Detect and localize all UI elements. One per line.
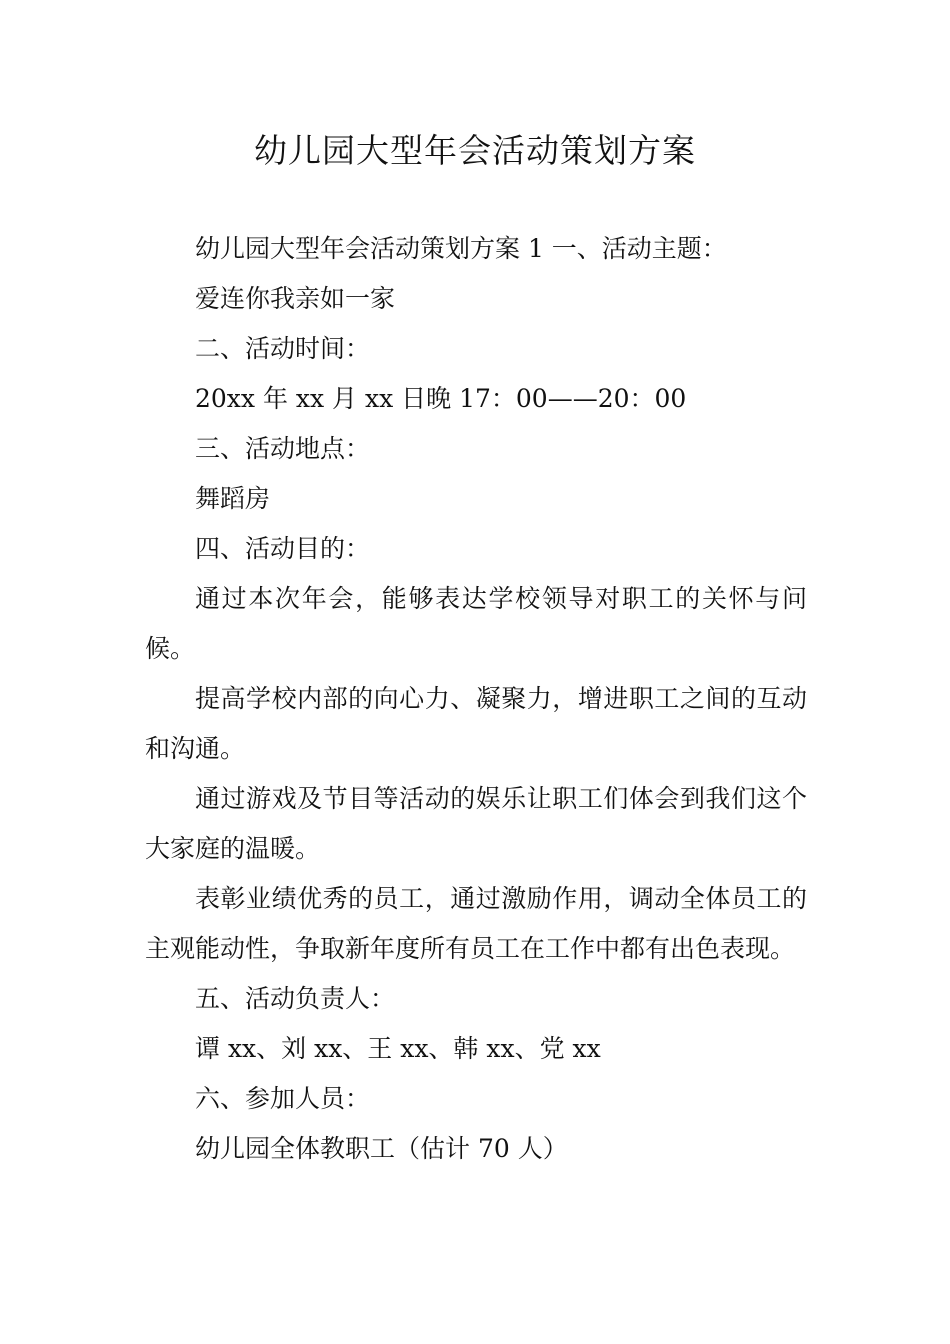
paragraph-purpose-2: 提高学校内部的向心力、凝聚力，增进职工之间的互动和沟通。: [145, 684, 807, 763]
paragraph-purpose-heading: 四、活动目的：: [195, 534, 371, 563]
document-title: 幼儿园大型年会活动策划方案: [254, 131, 696, 170]
paragraph-location: 舞蹈房: [195, 484, 271, 513]
paragraph-location-heading: 三、活动地点：: [195, 434, 371, 463]
paragraph-purpose-4: 表彰业绩优秀的员工，通过激励作用，调动全体员工的主观能动性，争取新年度所有员工在工作中都有出色表现。: [145, 884, 807, 963]
paragraph-theme-heading: 幼儿园大型年会活动策划方案 1 一、活动主题：: [195, 234, 727, 263]
paragraph-purpose-3: 通过游戏及节目等活动的娱乐让职工们体会到我们这个大家庭的温暖。: [145, 784, 807, 863]
paragraph-purpose-1: 通过本次年会，能够表达学校领导对职工的关怀与问候。: [145, 584, 807, 663]
paragraph-participants-heading: 六、参加人员：: [195, 1084, 371, 1113]
paragraph-leaders: 谭 xx、刘 xx、王 xx、韩 xx、党 xx: [195, 1034, 601, 1063]
paragraph-leaders-heading: 五、活动负责人：: [195, 984, 396, 1013]
paragraph-time: 20xx 年 xx 月 xx 日晚 17：00——20：00: [195, 384, 687, 413]
paragraph-time-heading: 二、活动时间：: [195, 334, 371, 363]
document-body: [145, 224, 807, 1174]
paragraph-theme: 爱连你我亲如一家: [195, 284, 396, 313]
paragraph-participants: 幼儿园全体教职工（估计 70 人）: [195, 1134, 568, 1163]
